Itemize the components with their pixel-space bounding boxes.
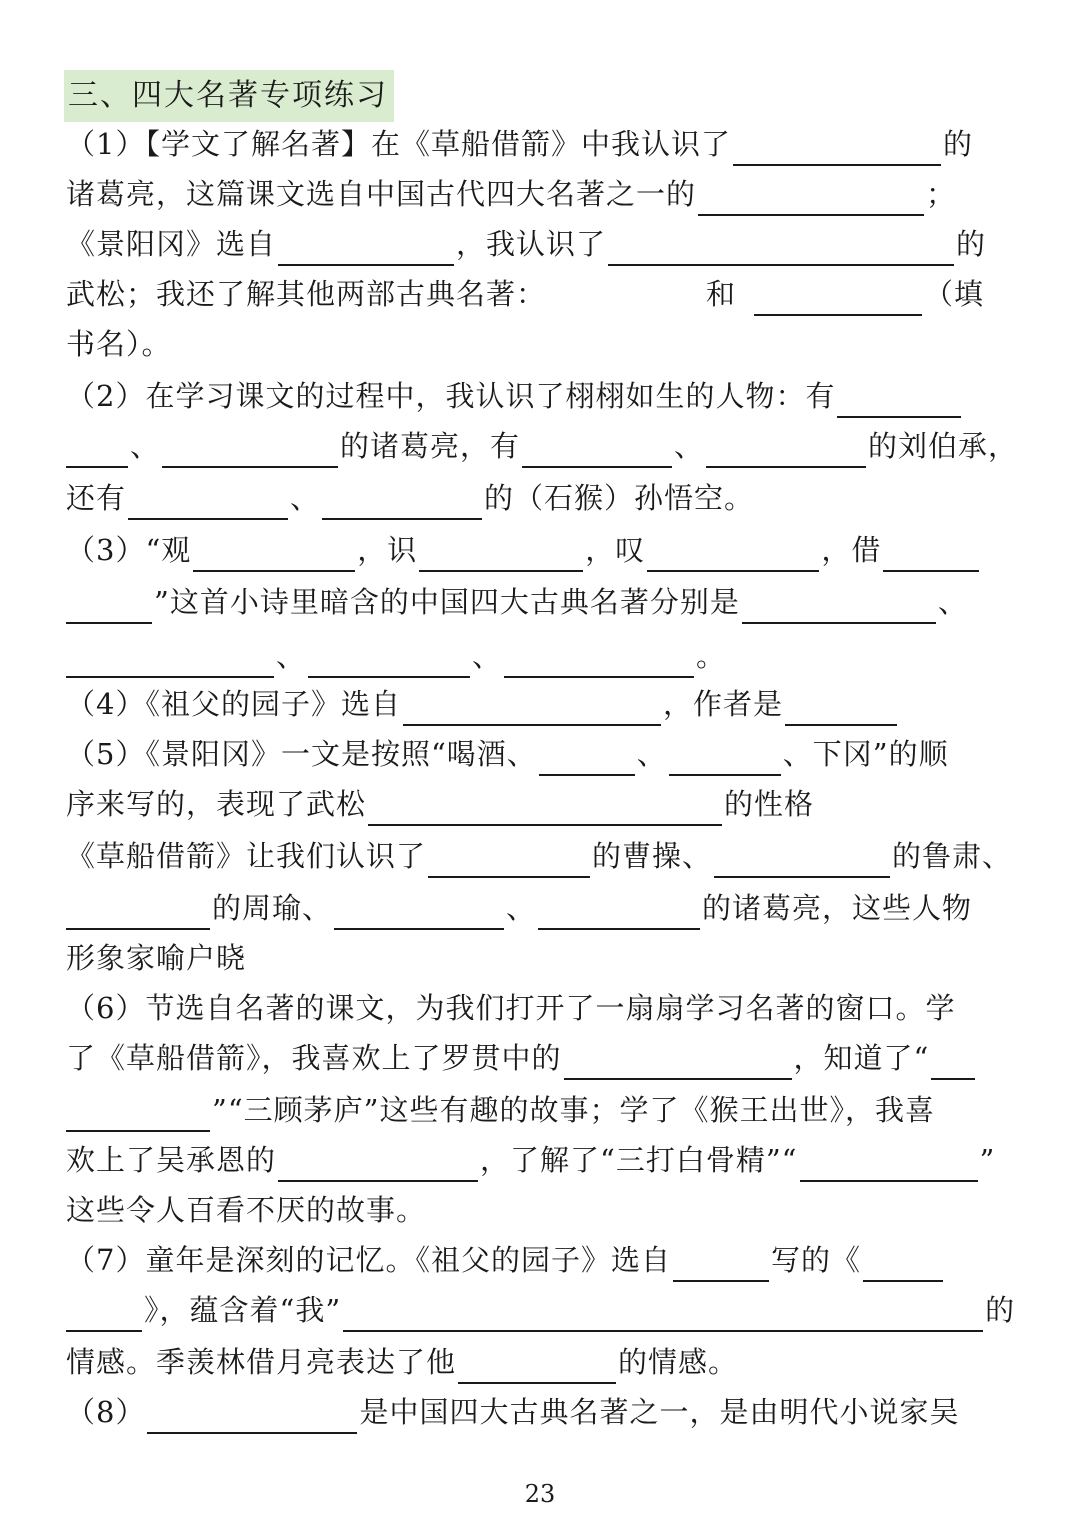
text-segment: 、	[636, 737, 667, 771]
text-segment: （8）	[66, 1395, 146, 1429]
answer-blank[interactable]	[754, 280, 922, 316]
text-segment: ”“三顾茅庐”这些有趣的故事；学了《猴王出世》，我喜	[212, 1093, 935, 1127]
text-segment: （5）《景阳冈》一文是按照“喝酒、	[66, 737, 537, 771]
answer-blank[interactable]	[147, 1398, 357, 1434]
text-segment: 是中国四大古典名著之一，是由明代小说家吴	[359, 1395, 960, 1429]
answer-blank[interactable]	[733, 130, 941, 166]
text-line	[66, 1188, 426, 1232]
answer-blank[interactable]	[308, 642, 470, 678]
answer-blank[interactable]	[403, 690, 661, 726]
answer-blank[interactable]	[673, 1246, 769, 1282]
answer-blank[interactable]	[66, 432, 128, 468]
text-segment: 、	[276, 639, 307, 673]
text-line	[66, 424, 1018, 468]
text-line	[66, 732, 949, 776]
answer-blank[interactable]	[742, 588, 936, 624]
text-segment: ，作者是	[662, 687, 783, 721]
answer-blank[interactable]	[522, 432, 672, 468]
answer-blank[interactable]	[66, 894, 210, 930]
text-line	[66, 1340, 738, 1384]
text-line	[66, 634, 726, 678]
text-line	[66, 528, 981, 572]
text-segment: 《景阳冈》选自	[66, 227, 277, 261]
text-line	[66, 1138, 995, 1182]
answer-blank[interactable]	[714, 842, 890, 878]
text-segment: 武松；我还了解其他两部古典名著：	[66, 277, 547, 311]
text-line	[66, 322, 172, 366]
answer-blank[interactable]	[538, 894, 700, 930]
answer-blank[interactable]	[800, 1146, 978, 1182]
answer-blank[interactable]	[66, 588, 152, 624]
text-segment: 。	[696, 639, 727, 673]
answer-blank[interactable]	[706, 432, 866, 468]
answer-blank[interactable]	[863, 1246, 943, 1282]
answer-blank[interactable]	[669, 740, 781, 776]
answer-blank[interactable]	[458, 1348, 616, 1384]
text-segment: ，叹	[585, 533, 646, 567]
text-segment: （1）【学文了解名著】在《草船借箭》中我认识了	[66, 127, 731, 161]
text-line	[66, 1088, 935, 1132]
text-segment: 的	[956, 227, 987, 261]
text-segment: 的性格	[724, 787, 815, 821]
text-line	[66, 1390, 959, 1434]
text-segment: 的鲁肃、	[892, 839, 1013, 873]
text-segment: 、	[937, 585, 968, 619]
text-segment: 的情感。	[618, 1345, 739, 1379]
text-segment: 、	[130, 429, 161, 463]
answer-blank[interactable]	[278, 1146, 478, 1182]
answer-blank[interactable]	[504, 642, 694, 678]
text-segment: 《草船借箭》让我们认识了	[66, 839, 427, 873]
text-segment: 、下冈”的顺	[782, 737, 949, 771]
text-segment: （6）节选自名著的课文，为我们打开了一扇扇学习名著的窗口。学	[66, 991, 956, 1025]
answer-blank[interactable]	[278, 230, 454, 266]
text-segment: ，了解了“三打白骨精”“	[480, 1143, 798, 1177]
text-line	[66, 172, 956, 216]
answer-blank[interactable]	[883, 536, 979, 572]
answer-blank[interactable]	[837, 382, 961, 418]
text-line	[66, 1288, 1015, 1332]
text-segment: ，识	[357, 533, 418, 567]
text-segment: ，知道了“	[793, 1041, 930, 1075]
text-segment: （3）“观	[66, 533, 192, 567]
text-line	[66, 272, 984, 316]
answer-blank[interactable]	[66, 642, 274, 678]
answer-blank[interactable]	[162, 432, 338, 468]
text-line	[66, 580, 968, 624]
answer-blank[interactable]	[698, 180, 924, 216]
text-segment: 的诸葛亮，有	[340, 429, 521, 463]
text-segment: 的诸葛亮，这些人物	[702, 891, 973, 925]
text-segment: 诸葛亮，这篇课文选自中国古代四大名著之一的	[66, 177, 697, 211]
text-segment: ，借	[821, 533, 882, 567]
text-segment: 情感。季羡林借月亮表达了他	[66, 1345, 457, 1379]
answer-blank[interactable]	[66, 1296, 142, 1332]
answer-blank[interactable]	[785, 690, 897, 726]
text-line	[66, 886, 972, 930]
text-segment: 还有	[66, 481, 127, 515]
answer-blank[interactable]	[368, 790, 722, 826]
text-segment: 的	[942, 127, 973, 161]
text-segment: 欢上了吴承恩的	[66, 1143, 277, 1177]
answer-blank[interactable]	[322, 484, 482, 520]
text-segment: 的刘伯承，	[868, 429, 1019, 463]
answer-blank[interactable]	[128, 484, 288, 520]
text-segment: 形象家喻户晓	[66, 941, 247, 975]
text-line	[66, 1238, 945, 1282]
text-segment: 的（石猴）孙悟空。	[484, 481, 755, 515]
text-line	[66, 374, 963, 418]
text-segment: ”这首小诗里暗含的中国四大古典名著分别是	[154, 585, 740, 619]
text-segment: 、	[290, 481, 321, 515]
text-segment: ；	[926, 177, 957, 211]
answer-blank[interactable]	[193, 536, 355, 572]
text-segment: （4）《祖父的园子》选自	[66, 687, 401, 721]
text-segment: 》，蕴含着“我”	[144, 1293, 342, 1327]
text-segment: 的曹操、	[592, 839, 713, 873]
text-segment: （填	[924, 277, 985, 311]
answer-blank[interactable]	[419, 536, 583, 572]
text-segment: 的	[985, 1293, 1016, 1327]
text-segment: 这些令人百看不厌的故事。	[66, 1193, 427, 1227]
text-segment: （7）童年是深刻的记忆。《祖父的园子》选自	[66, 1243, 671, 1277]
answer-blank[interactable]	[334, 894, 504, 930]
section-title: 三、四大名著专项练习	[64, 70, 394, 122]
text-segment: 写的《	[770, 1243, 861, 1277]
answer-blank[interactable]	[931, 1044, 975, 1080]
text-segment: 书名）。	[66, 327, 172, 361]
page-number: 23	[524, 1480, 556, 1508]
answer-blank[interactable]	[608, 230, 954, 266]
text-line	[66, 122, 973, 166]
text-line	[66, 682, 899, 726]
answer-blank[interactable]	[564, 1044, 792, 1080]
text-line	[66, 222, 986, 266]
answer-blank[interactable]	[428, 842, 590, 878]
text-line	[66, 476, 754, 520]
text-line	[66, 986, 955, 1030]
text-segment: 、	[674, 429, 705, 463]
text-line	[66, 834, 1012, 878]
answer-blank[interactable]	[343, 1296, 983, 1332]
text-segment: （2）在学习课文的过程中，我认识了栩栩如生的人物：有	[66, 379, 836, 413]
text-line	[66, 782, 814, 826]
text-segment: ，我认识了	[456, 227, 607, 261]
text-segment: 和	[706, 277, 737, 311]
answer-blank[interactable]	[539, 740, 635, 776]
text-line	[66, 1036, 977, 1080]
text-line	[66, 936, 246, 980]
text-segment: 了《草船借箭》，我喜欢上了罗贯中的	[66, 1041, 562, 1075]
text-segment: 、	[472, 639, 503, 673]
text-segment: ”	[979, 1143, 996, 1177]
answer-blank[interactable]	[647, 536, 819, 572]
answer-blank[interactable]	[66, 1096, 210, 1132]
text-segment: 的周瑜、	[212, 891, 333, 925]
text-segment: 序来写的，表现了武松	[66, 787, 367, 821]
text-segment: 、	[506, 891, 537, 925]
